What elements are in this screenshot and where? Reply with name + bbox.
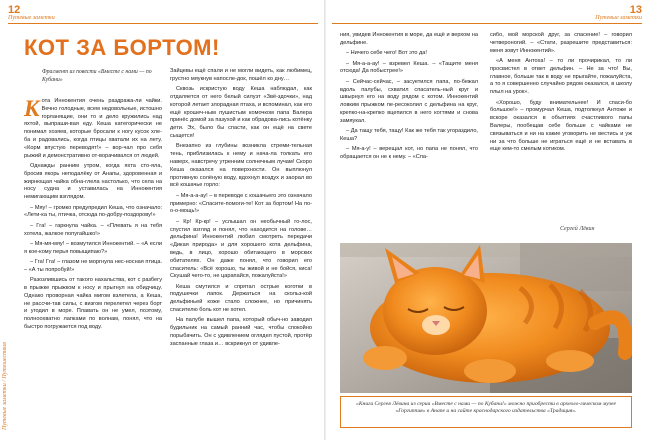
cat-photo [340, 243, 632, 393]
dropcap: К [24, 98, 40, 121]
article-column-3 [340, 32, 478, 238]
col3-para-3: – Сейчас-сейчас, – засуетился папа, по-бежал вдоль палубы, схватил спасатель-ный круг и швырнул его на воду рядом с котом. Иннокентий ловким прыжком пе-ресоколил с дельфина на круг, крепко-на-крепко вцепился в него когтями и снова замяукал. [340, 78, 478, 124]
col1-para-5: – Гга! Гга! – глазом не моргнула нес-носная птица. – «А ты попробуй!» [24, 259, 162, 273]
article-column-2 [170, 68, 312, 430]
article-column-1 [24, 98, 162, 428]
col2-para-1: Сквозь искристую воду Кеша наблюдал, как отдаляется от него белый силуэт «Звё-здочки», над которой летает злорадная птаха, и вспоминал, как его ещё крошеч-ным пушистым комочком папа Валера принёс домой за пазухой и как обрадова-лись котёнку дети. Эх, было бы спасти, как он ещё на свете сыщется! [170, 86, 312, 139]
col1-para-0: ота Иннокентия очень раздража-ли чайки. Вечно голодные, всем недовольные, истошно горланящие, они то и дело кружились над яхтой, выпраши-вая еду. Кеша категорически не понимал хозяев, которые бросали к ногу кусок хле-ба и радовались, когда птицы хватали их на лету. «Корм впустую переводят!» – вор-чал про себя рыжий и демонстративно от-ворачивался от людей. [24, 98, 162, 159]
col2-para-2: Внезапно из глубины возникла стреми-тельная тень, приблизилась к нему и нача-ла толкать его наверх, навстречу утренним солнечным лучам! Скоро Кеша оказался на поверхности. Он выплюнул противную солёную воду, вдохнул воздух и заорал во всё кошачье горло: [170, 143, 312, 189]
left-page-number: 12 [8, 4, 21, 16]
col3-para-2: – Мя-а-а-ау! – взревел Кеша. – «Тащите меня отсюда! Да побыстрее!» [340, 60, 478, 75]
article-intro: Фрагмент из повести «Вместе с нами — по Кубани» [42, 69, 152, 83]
col1-para-1: Однажды ранним утром, когда яхта сто-яла, бросив якорь неподалёку от Анапы, здоровенная и жирнющая чайка обна-глела настолько, что села на носу судна и уставилась на Иннокентия немигающим взглядом. [24, 162, 162, 201]
author-signature: Сергей Лёвин [560, 226, 595, 232]
col2-para-3: – Мя-а-а-ау! – в переводе с кошачьего это означало примерно: «Спасите-помоги-те! Кот за бортом! На по-о-о-мощь!» [170, 192, 312, 215]
article-column-4 [490, 32, 632, 222]
paragraph-with-dropcap [24, 98, 162, 160]
section-sidebar [2, 230, 12, 430]
photo-caption: «Книги Сергея Лёвина из серии «Вместе с нами — по Кубани!» можно приобрести в археоло-гическом музее «Горгиппия» в Анапе и на сайте краснодарского издательства «Традиция». [340, 396, 632, 428]
col2-para-5: Кеша смутился и спрятал острые коготки в подушечки лапок. Держаться на скольз-кой дельфиньей коже стало сложнее, но причинять спасителю боль кот не хотел. [170, 283, 312, 314]
col3-para-5: – Мя-а-у! – верещал кот, но папа не понял, что обращается он не к нему. – «Спа- [340, 146, 478, 161]
cat-illustration [340, 243, 632, 393]
col4-para-2: «Хорошо, буду внимательнее! И спаси-бо большое!» – промурчал Кеша, подтолкнул Антоже и вскоре оказался в объятиях счастливого папы Валеры, пообещав себе больше с чайками не связываться и ни на какие уговорить не вестись и уж ни за что больше не играться ещё и не вставать в еще кем-то смелым котиком. [490, 99, 632, 153]
left-header-rule [8, 23, 318, 24]
col1-para-4: – Мя-мя-мяу! – возмутился Иннокентий. – «А если я кое-кому перья повыщипаю?» [24, 240, 162, 255]
article-title: КОТ ЗА БОРТОМ! [24, 35, 220, 60]
right-running-title: Путевые заметки [595, 15, 642, 21]
col3-para-0: ния, увидев Иннокентия в море, да ещё и верхом на дельфине. [340, 32, 478, 46]
col2-para-4: – Кр! Кр-кр! – услышал он необычный го-лос, спустил взгляд и понял, что находится на голове… дельфина! Иннокентий любил смотреть передачи «Дикая природа» и для хорошего кота дельфина, ведь, в лицо, хорошо обитающего в морских обитателях. Он даже понял, что говорил его спаситель: «Всё хорошо, ты живой и не бойся, киса! Скушай чего-то, не царапайся, пожалуйста!» [170, 218, 312, 280]
col1-para-6: Разозлившись от такого нахальства, кот с разбегу в прыжке прыжком к носу и прыгнул на обидчицу. Однако проворная чайка мигом взлетела, а Кеша, не рассчи-тав силы, с визгом перелетел через борт и угодил в море. Плавать он не умел, поэтому, полноохватно лапками по волнам, понял, что на быстро погружается под воду. [24, 277, 162, 331]
left-running-title: Путевые заметки [8, 15, 55, 21]
col4-para-1: «А меня Антоха! – то ли прочирикал, то ли просвистел в ответ дельфин. – Не за что! Вы, главное, больше так в воду не прыгайте, пожалуйста, а то я совершенно случайно рядом оказался, в школу плыл на урок». [490, 57, 632, 96]
col4-para-0: сибо, мой морской друг, за спасение! – говорил четвероногий. – «Стати, разрешите представиться: меня зовут Иннокентий». [490, 32, 632, 54]
col3-para-1: – Ничего себе чего! Вот это да! [346, 50, 427, 57]
col2-para-0: Зайцевы ещё спали и не могли видеть, как любимец, грустно мяукнув напосле-док, пошёл ко дну… [170, 68, 312, 82]
right-page-number: 13 [629, 4, 642, 16]
col1-para-2: – Мяу! – громко предупредил Кеша, что означало: «Лети-ка ты, птичка, отсюда по-добру-поздорову!» [24, 204, 162, 219]
section-sidebar-label: Путевые заметки / Путешествия [2, 342, 8, 430]
col3-para-4: – Да тащу тебя, тащу! Как же тебя так угораздило, Кеша? [340, 128, 478, 142]
col1-para-3: – Гга! – гаркнула чайка. – «Плевать я на тебя хотела, жалкое попугайшко!» [24, 222, 162, 237]
col2-para-6: На палубе вышел папа, который обыч-но заводил будильник на самый ранний час, чтобы спокойно порыбачить. Он с удивлением оглядел пустой, протёр заспанные глаза и… вскрикнул от удивле- [170, 317, 312, 347]
right-header-rule [332, 23, 642, 24]
